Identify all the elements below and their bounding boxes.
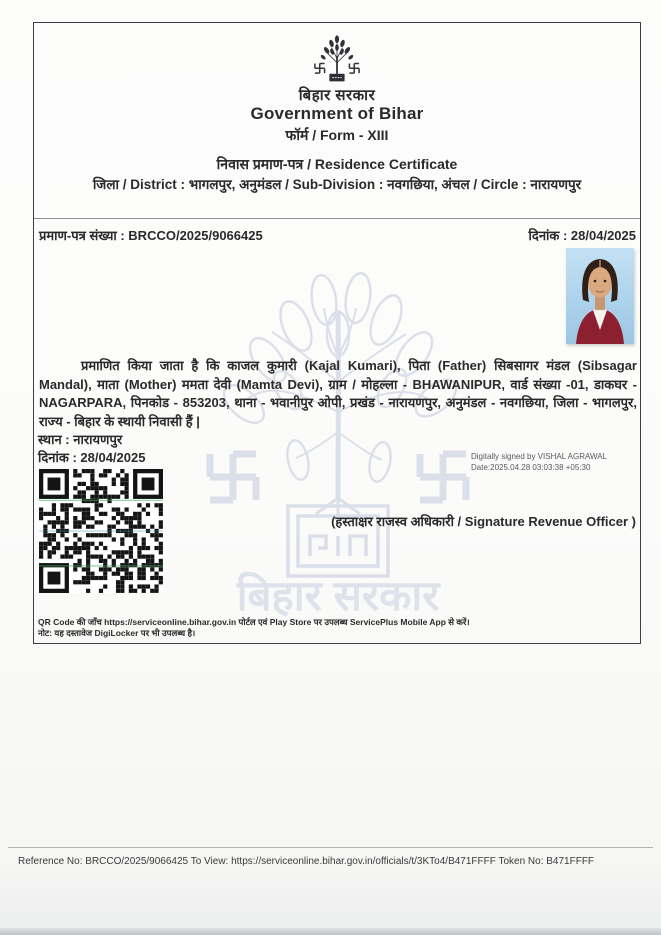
qr-note-line2: नोट: यह दस्तावेज DigiLocker पर भी उपलब्ध है। [38, 628, 196, 638]
applicant-photo [566, 248, 634, 344]
issue-date: दिनांक : 28/04/2025 [528, 228, 636, 243]
verification-qr-code [39, 469, 163, 593]
org-name-english: Government of Bihar [250, 104, 424, 123]
digital-signature-note [471, 451, 607, 473]
org-name-hindi: बिहार सरकार [298, 87, 376, 104]
footer-reference-line: Reference No: BRCCO/2025/9066425 To View: https://serviceonline.bihar.gov.in/officials/t/3KTo4/B471FFFF Token No: B471FFFF [18, 856, 595, 867]
scan-edge [0, 928, 661, 935]
watermark-text: बिहार सरकार [236, 572, 440, 619]
district-subdivision-circle-line: जिला / District : भागलपुर, अनुमंडल / Sub-Division : नवगछिया, अंचल / Circle : नारायणपुर [92, 177, 582, 192]
signature-officer-line: (हस्ताक्षर राजस्व अधिकारी / Signature Revenue Officer ) [331, 514, 636, 529]
qr-note-line1: QR Code की जाँच https://serviceonline.bihar.gov.in पोर्टल एवं Play Store पर उपलब्ध ServicePlus Mobile App से करें। [38, 617, 470, 627]
document-title: निवास प्रमाण-पत्र / Residence Certificate [216, 156, 458, 172]
date-line: दिनांक : 28/04/2025 [38, 450, 146, 465]
digital-signature-line1: Digitally signed by VISHAL AGRAWAL [471, 452, 608, 461]
form-number: फॉर्म / Form - XIII [285, 127, 389, 143]
bihar-government-emblem [302, 31, 372, 89]
footer-divider [8, 847, 653, 848]
certificate-body-text: प्रमाणित किया जाता है कि काजल कुमारी (Kajal Kumari), पिता (Father) सिबसागर मंडल (Sibsagar Mandal), माता (Mother) ममता देवी (Mamta Devi), ग्राम / मोहल्ला - BHAWANIPUR, वार्ड संख्या -01, डाकघर - NAGARPARA, पिनकोड - 853203, थाना - भवानीपुर ओपी, प्रखंड - नारायणपुर, अनुमंडल - नवगछिया, जिला - भागलपुर, राज्य - बिहार के स्थायी निवासी हैं | [39, 358, 637, 429]
header-divider [34, 218, 640, 219]
certificate-frame [33, 22, 641, 644]
digital-signature-line2: Date:2025.04.28 03:03:38 +05:30 [471, 463, 591, 472]
place-line: स्थान : नारायणपुर [38, 432, 123, 447]
certificate-number: प्रमाण-पत्र संख्या : BRCCO/2025/9066425 [39, 228, 263, 243]
